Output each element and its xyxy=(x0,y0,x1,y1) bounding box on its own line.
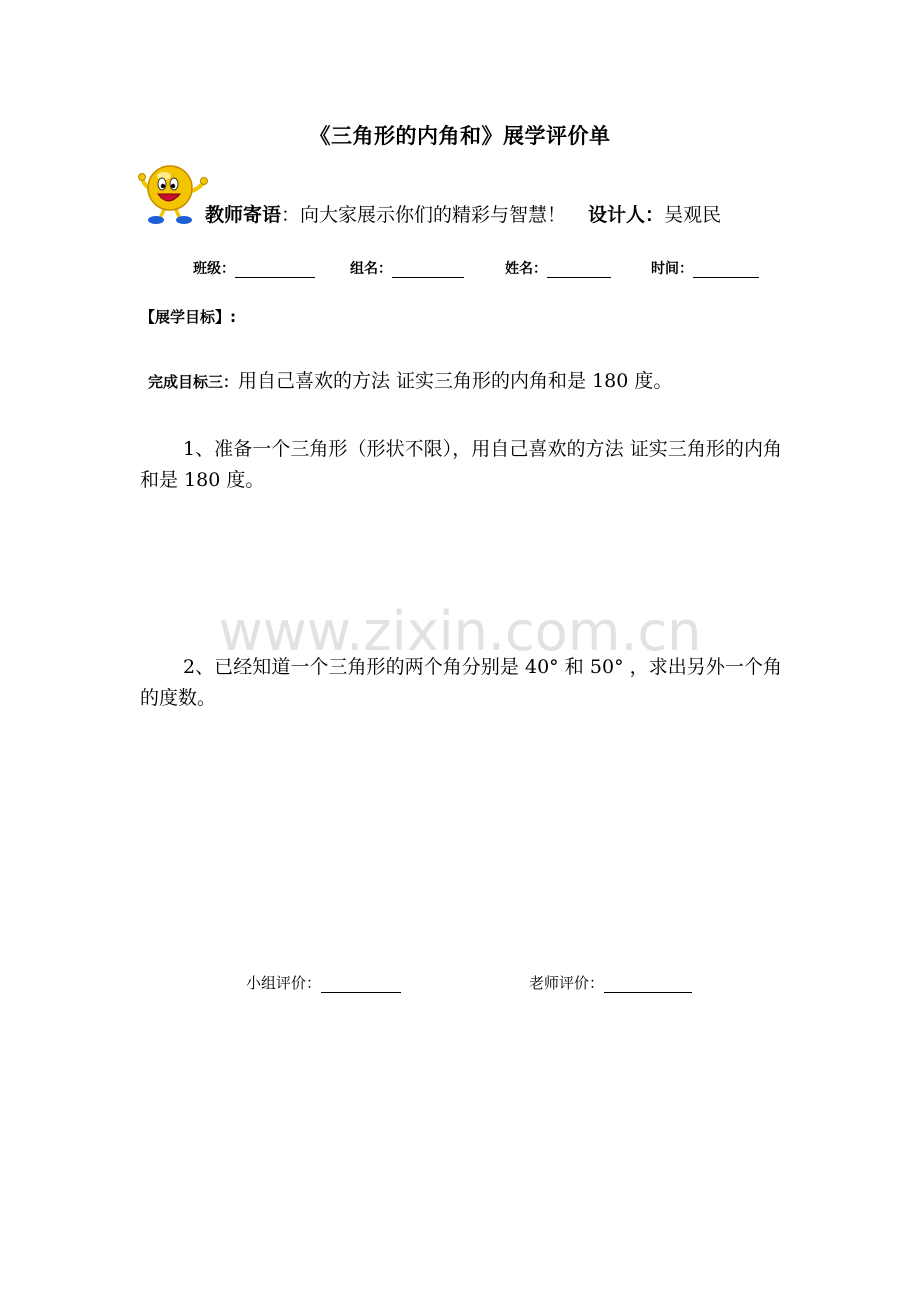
teacher-evaluation[interactable] xyxy=(529,972,692,993)
question-2: 2、已经知道一个三角形的两个角分别是 40° 和 50° ，求出另外一个角的度数。 xyxy=(140,656,782,709)
smiley-mascot-icon xyxy=(138,160,210,226)
goal-text: 用自己喜欢的方法 证实三角形的内角和是 180 度。 xyxy=(238,370,673,392)
teacher-eval-label: 老师评价： xyxy=(529,974,605,992)
goal-row xyxy=(148,366,672,393)
watermark: www.zixin.com.cn xyxy=(218,600,702,663)
motto-colon: ： xyxy=(281,204,301,226)
group-evaluation[interactable] xyxy=(246,972,401,993)
time-label: 时间： xyxy=(651,261,693,277)
group-eval-label: 小组评价： xyxy=(246,974,322,992)
designer-name: 吴观民 xyxy=(664,204,722,226)
group-field[interactable] xyxy=(350,258,464,278)
class-field[interactable] xyxy=(193,258,315,278)
group-eval-blank[interactable] xyxy=(321,977,401,993)
teacher-eval-blank[interactable] xyxy=(604,977,692,993)
motto-label: 教师寄语 xyxy=(205,204,282,226)
question-1: 1、准备一个三角形（形状不限），用自己喜欢的方法 证实三角形的内角和是 180 度。 xyxy=(140,438,782,491)
time-blank[interactable] xyxy=(693,261,759,278)
motto-text: 向大家展示你们的精彩与智慧！ xyxy=(300,204,567,226)
name-label: 姓名： xyxy=(505,261,547,277)
time-field[interactable] xyxy=(651,258,759,278)
goal-label: 完成目标三： xyxy=(148,373,239,391)
group-blank[interactable] xyxy=(392,261,464,278)
class-label: 班级： xyxy=(193,261,235,277)
worksheet-title: 《三角形的内角和》展学评价单 xyxy=(309,124,611,148)
section-heading: 【展学目标】: xyxy=(140,308,236,326)
teacher-motto-row xyxy=(205,200,721,227)
class-blank[interactable] xyxy=(235,261,315,278)
group-label: 组名： xyxy=(350,261,392,277)
name-blank[interactable] xyxy=(547,261,611,278)
designer-label: 设计人： xyxy=(588,204,665,226)
name-field[interactable] xyxy=(505,258,611,278)
